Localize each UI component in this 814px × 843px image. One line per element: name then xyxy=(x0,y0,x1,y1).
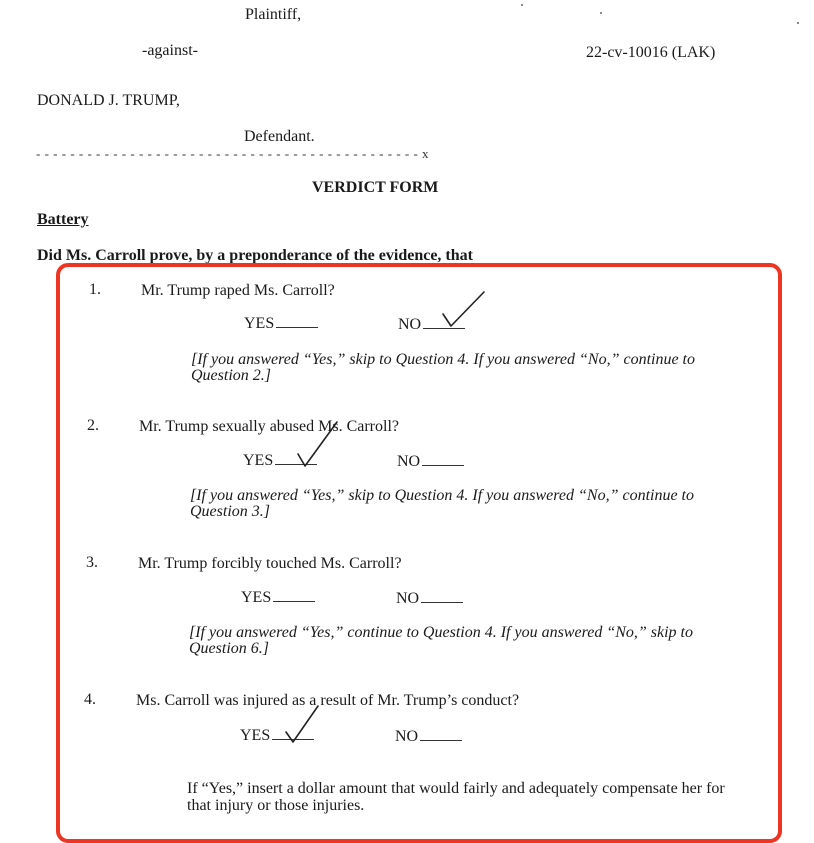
form-title: VERDICT FORM xyxy=(312,179,439,196)
no-label: NO xyxy=(398,316,422,333)
defendant-label: Defendant. xyxy=(244,128,315,145)
question-text: Mr. Trump sexually abused Ms. Carroll? xyxy=(139,418,399,435)
no-option xyxy=(396,590,463,608)
section-title: Battery xyxy=(37,211,89,228)
highlight-box xyxy=(56,263,782,843)
no-blank xyxy=(422,463,464,466)
yes-label: YES xyxy=(244,315,275,332)
question-text: Ms. Carroll was injured as a result of Mr. Trump’s conduct? xyxy=(136,692,520,709)
yes-blank xyxy=(276,325,318,328)
question-text: Mr. Trump forcibly touched Ms. Carroll? xyxy=(138,555,402,572)
against-label: -against- xyxy=(142,42,198,59)
case-number: 22-cv-10016 (LAK) xyxy=(586,44,716,61)
caption-divider: - - - - - - - - - - - - - - - - - - - - - - - - - - - - - - - - - - - - - - - - - - - - - x xyxy=(36,146,430,161)
yes-label: YES xyxy=(241,589,272,606)
defendant-name: DONALD J. TRUMP, xyxy=(37,92,180,109)
scan-speck xyxy=(797,22,799,24)
scan-speck xyxy=(600,12,602,14)
yes-blank xyxy=(273,599,315,602)
question-instruction: [If you answered “Yes,” skip to Question 4. If you answered “No,” continue to Question 3.] xyxy=(190,487,694,520)
question-number: 1. xyxy=(89,281,101,298)
checkmark-icon xyxy=(440,290,490,334)
plaintiff-label: Plaintiff, xyxy=(245,6,302,23)
yes-option xyxy=(241,589,315,607)
yes-label: YES xyxy=(240,727,271,744)
question-number: 4. xyxy=(84,691,96,708)
no-blank xyxy=(421,600,463,603)
yes-label: YES xyxy=(243,452,274,469)
checkmark-icon xyxy=(284,704,324,746)
no-option xyxy=(397,453,464,471)
no-label: NO xyxy=(397,453,421,470)
question-number: 2. xyxy=(87,417,99,434)
scan-speck xyxy=(521,4,523,6)
lead-question: Did Ms. Carroll prove, by a preponderance of the evidence, that xyxy=(37,247,473,264)
no-label: NO xyxy=(396,590,420,607)
question-instruction: [If you answered “Yes,” skip to Question 4. If you answered “No,” continue to Question 2.] xyxy=(191,351,695,384)
question-instruction: [If you answered “Yes,” continue to Question 4. If you answered “No,” skip to Question 6.] xyxy=(189,624,693,657)
checkmark-icon xyxy=(295,420,345,470)
question-instruction: If “Yes,” insert a dollar amount that would fairly and adequately compensate her for that injury or those injuries. xyxy=(187,780,725,814)
yes-option xyxy=(244,315,318,333)
question-number: 3. xyxy=(86,554,98,571)
no-option xyxy=(395,728,462,746)
no-blank xyxy=(420,738,462,741)
no-label: NO xyxy=(395,728,419,745)
question-text: Mr. Trump raped Ms. Carroll? xyxy=(141,282,335,299)
